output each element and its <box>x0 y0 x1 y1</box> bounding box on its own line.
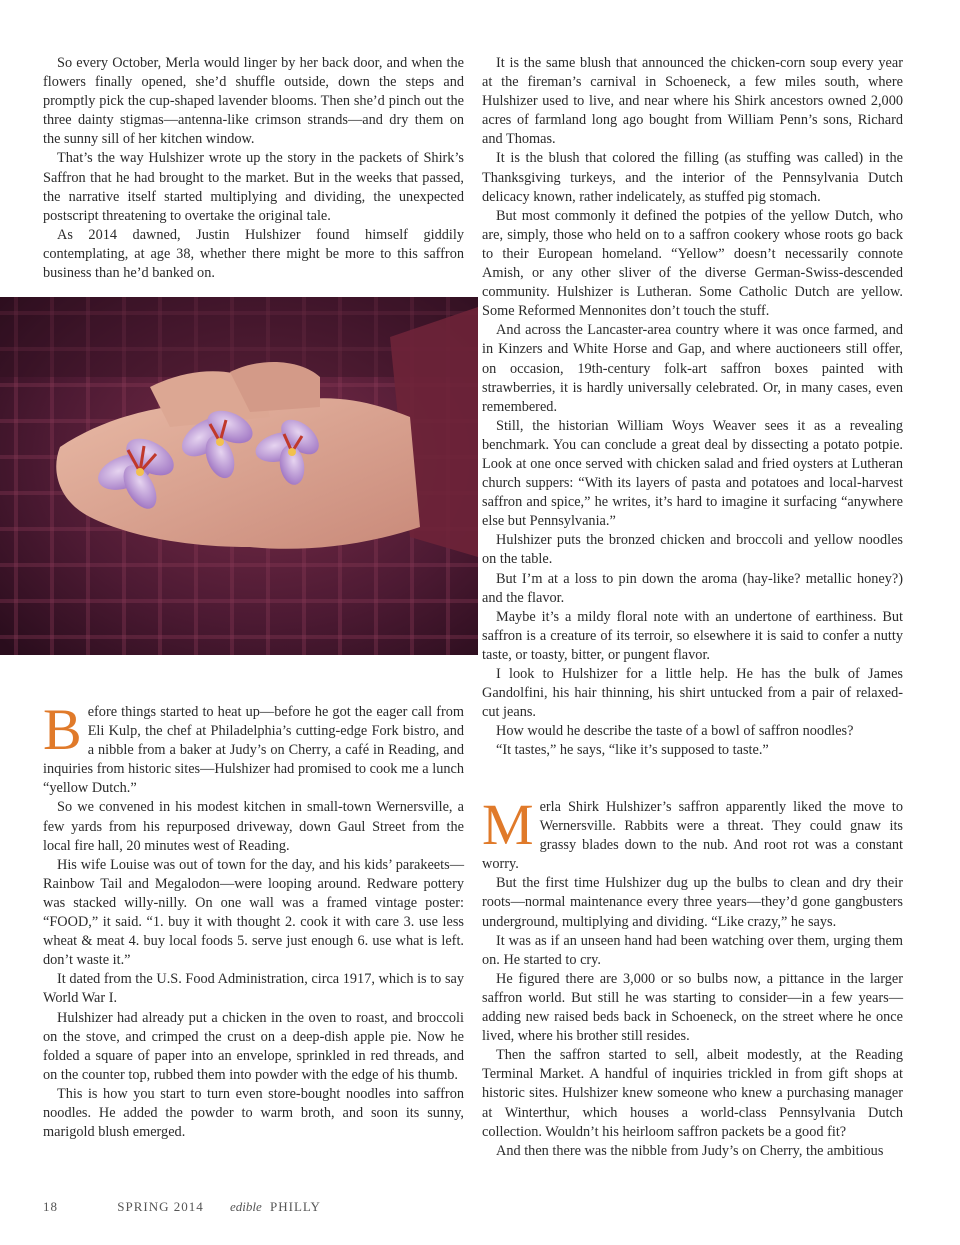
issue-season: SPRING 2014 <box>117 1199 204 1214</box>
right-column-top <box>482 54 903 760</box>
paragraph: He figured there are 3,000 or so bulbs now, a pittance in the larger saffron world. But still he was starting to consider—in a few years—adding new raised beds back in Schoeneck, on the street where he once lived, where his brother still resides. <box>482 970 903 1045</box>
paragraph: But I’m at a loss to pin down the aroma (hay-like? metallic honey?) and the flavor. <box>482 570 903 606</box>
paragraph: And across the Lancaster-area country where it was once farmed, and in Kinzers and White Horse and Gap, and where auctioneers still offer, on occasion, 19th-century folk-art saffron boxes painted with strawberries, it is hardly universally celebrated. Or, in many cases, even remembered. <box>482 322 903 415</box>
paragraph: Maybe it’s a mildy floral note with an undertone of earthiness. But saffron is a creature of its terroir, so elsewhere it is said to confer a nutty taste, or toasty, bitter, or pungent flavor. <box>482 608 903 663</box>
paragraph: How would he describe the taste of a bowl of saffron noodles? <box>496 723 854 740</box>
paragraph: But the first time Hulshizer dug up the bulbs to clean and dry their roots—normal maintenance every three years—they’d gone gangbusters underground, multiplying and dividing. “Like crazy,” he says. <box>482 875 903 930</box>
paragraph: Hulshizer puts the bronzed chicken and broccoli and yellow noodles on the table. <box>482 532 903 568</box>
drop-cap: M <box>482 792 534 857</box>
magazine-name-italic: edible <box>230 1199 262 1214</box>
lead-text: erla Shirk Hulshizer’s saffron apparently liked the move to Wernersville. Rabbits were a threat. They could gnaw its grassy blades down to the nub. And root rot was a constant worry. <box>482 799 903 873</box>
paragraph-lead <box>43 697 464 798</box>
right-column-bottom <box>482 792 903 1161</box>
paragraph: And then there was the nibble from Judy’s on Cherry, the ambitious <box>496 1142 884 1159</box>
paragraph: It dated from the U.S. Food Administration, circa 1917, which is to say World War I. <box>43 971 464 1007</box>
paragraph: It is the blush that colored the filling (as stuffing was called) in the Thanksgiving turkeys, and the interior of the Pennsylvania Dutch delicacy known, rather indelicately, as stuffed pig stomach. <box>482 150 903 205</box>
paragraph: So we convened in his modest kitchen in small-town Wernersville, a few yards from his repurposed driveway, down Gaul Street from the local fire hall, 20 minutes west of Reading. <box>43 799 464 854</box>
paragraph: Then the saffron started to sell, albeit modestly, at the Reading Terminal Market. A handful of inquiries trickled in from gift shops at historic sites. Hulshizer knew someone who knew a purchasing manager at Winterthur, which houses a world-class Pennsylvania Dutch collection. Wouldn’t his heirloom saffron packets be a good fit? <box>482 1047 903 1140</box>
left-column-bottom <box>43 697 464 1142</box>
saffron-flowers-photo <box>0 297 478 655</box>
left-column-top <box>43 54 464 283</box>
paragraph-lead <box>482 792 903 874</box>
paragraph: I look to Hulshizer for a little help. He has the bulk of James Gandolfini, his hair thinning, his shirt untucked from a pair of relaxed-cut jeans. <box>482 666 903 721</box>
drop-cap: B <box>43 697 82 762</box>
lead-text: efore things started to heat up—before he got the eager call from Eli Kulp, the chef at Philadelphia’s cutting-edge Fork bistro, and a nibble from a baker at Judy’s on Cherry, a café in Reading, and inquiries from historic sites—Hulshizer had promised to cook me a lunch “yellow Dutch.” <box>43 704 464 797</box>
paragraph: This is how you start to turn even store-bought noodles into saffron noodles. He added the powder to warm broth, and soon its sunny, marigold blush emerged. <box>43 1085 464 1141</box>
paragraph: So every October, Merla would linger by her back door, and when the flowers finally opened, she’d shuffle outside, down the steps and promptly pick the cup-shaped lavender blooms. Then she’d pinch out the three dainty stigmas—antenna-like crimson strands—and dry them on the sunny sill of her kitchen window. <box>43 55 464 148</box>
page-number: 18 <box>43 1199 58 1214</box>
paragraph: That’s the way Hulshizer wrote up the story in the packets of Shirk’s Saffron that he had brought to the market. But in the weeks that passed, the narrative itself started multiplying and dividing, the unexpected postscript threatening to overtake the original tale. <box>43 150 464 224</box>
magazine-name: PHILLY <box>270 1199 321 1214</box>
paragraph: Hulshizer had already put a chicken in the oven to roast, and broccoli on the stove, and crimped the crust on a deep-dish apple pie. Now he folded a square of paper into an envelope, sprinkled in red threads, and on the counter top, rubbed them into powder with the edge of his thumb. <box>43 1009 464 1083</box>
paragraph: “It tastes,” he says, “like it’s supposed to taste.” <box>496 742 769 759</box>
page-footer <box>43 1199 321 1215</box>
paragraph: As 2014 dawned, Justin Hulshizer found himself giddily contemplating, at age 38, whether there might be more to this saffron business than he’d banked on. <box>43 226 464 282</box>
paragraph: It is the same blush that announced the chicken-corn soup every year at the fireman’s carnival in Schoeneck, a few miles south, where Hulshizer used to live, and near where his Shirk ancestors owned 2,000 acres of farmland long ago bought from William Penn’s sons, Richard and Thomas. <box>482 55 903 148</box>
paragraph: Still, the historian William Woys Weaver sees it as a revealing benchmark. You can conclude a great deal by dissecting a potato potpie. Look at one once served with chicken salad and fried oysters at Lutheran church suppers: “With its layers of pasta and potatoes and local-harvest saffron and spice,” he writes, it’s hard to imagine it surfacing “anywhere else but Pennsylvania.” <box>482 417 903 530</box>
paragraph: But most commonly it defined the potpies of the yellow Dutch, who are, simply, those who held on to a saffron cookery whose roots go back to their European homeland. “Yellow” doesn’t necessarily connote Amish, or any other sliver of the diverse German-Swiss-descended community. Hulshizer is Lutheran. Some Catholic Dutch are yellow. Some Reformed Mennonites don’t touch the stuff. <box>482 207 903 320</box>
paragraph: His wife Louise was out of town for the day, and his kids’ parakeets—Rainbow Tail and Megalodon—were looping around. Redware pottery was stacked willy-nilly. On one wall was a framed vintage poster: “FOOD,” it said. “1. buy it with thought 2. cook it with care 3. use less wheat & meat 4. buy local foods 5. serve just enough 6. use what is left. don’t waste it.” <box>43 856 464 969</box>
paragraph: It was as if an unseen hand had been watching over them, urging them on. He started to cry. <box>482 932 903 968</box>
